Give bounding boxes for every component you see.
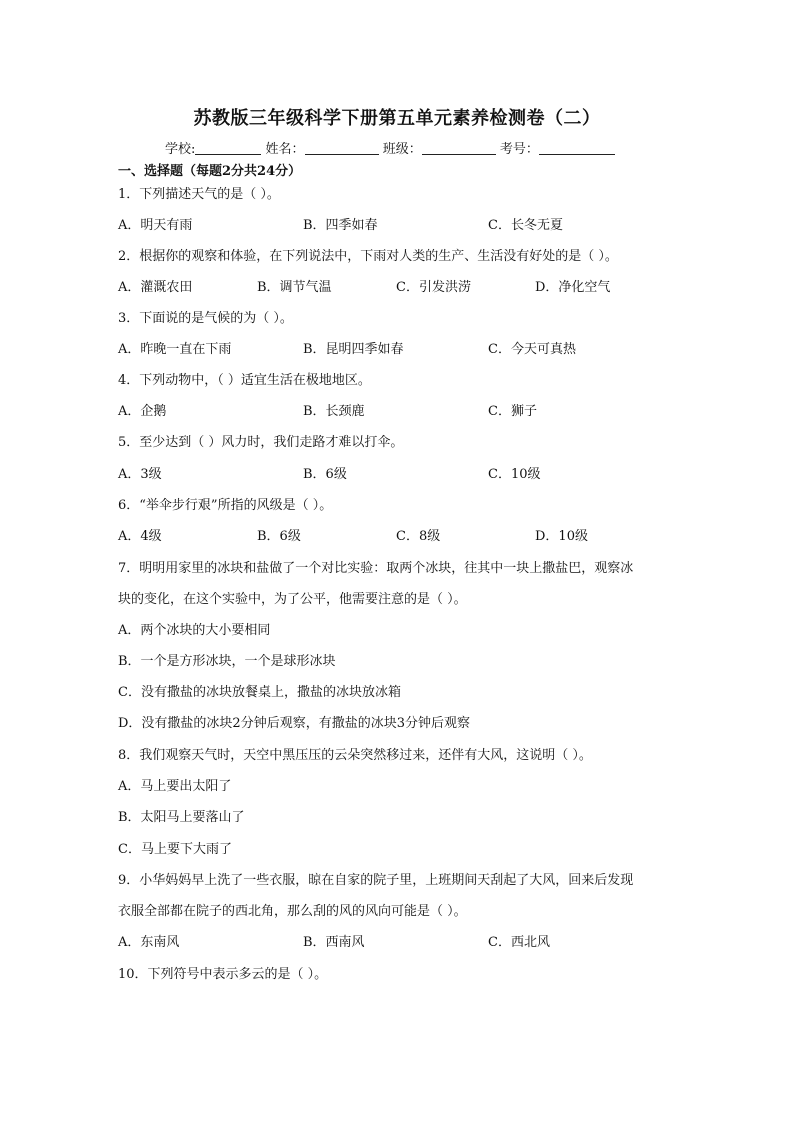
q6-option-d[interactable]: D．10级 — [535, 529, 588, 544]
section-heading: 一、选择题（每题2分共24分） — [118, 164, 302, 179]
q3-option-b[interactable]: B．昆明四季如春 — [303, 342, 404, 357]
q1-option-a[interactable]: A．明天有雨 — [118, 218, 193, 233]
question-7: 7．明明用家里的冰块和盐做了一个对比实验：取两个冰块，往其中一块上撒盐巴，观察冰 — [118, 561, 634, 576]
question-2: 2．根据你的观察和体验，在下列说法中，下雨对人类的生产、生活没有好处的是（ ）。 — [118, 249, 618, 264]
q7-option-c[interactable]: C．没有撒盐的冰块放餐桌上，撒盐的冰块放冰箱 — [118, 685, 401, 700]
question-9: 9．小华妈妈早上洗了一些衣服，晾在自家的院子里，上班期间天刮起了大风，回来后发现 — [118, 873, 634, 888]
name-blank[interactable] — [305, 141, 379, 155]
q8-option-a[interactable]: A．马上要出太阳了 — [118, 779, 232, 794]
q2-option-b[interactable]: B．调节气温 — [257, 280, 332, 295]
q2-option-a[interactable]: A．灌溉农田 — [118, 280, 193, 295]
q3-option-c[interactable]: C．今天可真热 — [488, 342, 576, 357]
q1-option-b[interactable]: B．四季如春 — [303, 218, 378, 233]
exam-no-blank[interactable] — [539, 141, 615, 155]
q5-option-b[interactable]: B．6级 — [303, 467, 347, 482]
q8-option-c[interactable]: C．马上要下大雨了 — [118, 842, 232, 857]
q6-option-a[interactable]: A．4级 — [118, 529, 162, 544]
q1-option-c[interactable]: C．长冬无夏 — [488, 218, 563, 233]
question-1: 1．下列描述天气的是（ ）。 — [118, 187, 280, 202]
q3-option-a[interactable]: A．昨晚一直在下雨 — [118, 342, 232, 357]
question-10: 10．下列符号中表示多云的是（ ）。 — [118, 967, 328, 982]
school-blank[interactable] — [195, 141, 261, 155]
q7-option-a[interactable]: A．两个冰块的大小要相同 — [118, 623, 271, 638]
student-info-line — [165, 138, 615, 157]
q5-option-a[interactable]: A．3级 — [118, 467, 162, 482]
class-label: 班级： — [382, 142, 422, 157]
q4-option-a[interactable]: A．企鹅 — [118, 404, 167, 419]
question-5: 5．至少达到（ ）风力时，我们走路才难以打伞。 — [118, 435, 404, 450]
question-7-cont: 块的变化，在这个实验中，为了公平，他需要注意的是（ ）。 — [118, 592, 467, 607]
exam-no-label: 考号： — [499, 142, 539, 157]
q4-option-c[interactable]: C．狮子 — [488, 404, 537, 419]
page-title: 苏教版三年级科学下册第五单元素养检测卷（二） — [193, 108, 601, 129]
name-label: 姓名： — [265, 142, 305, 157]
q4-option-b[interactable]: B．长颈鹿 — [303, 404, 365, 419]
q2-option-c[interactable]: C．引发洪涝 — [396, 280, 471, 295]
q9-option-a[interactable]: A．东南风 — [118, 935, 180, 950]
q9-option-c[interactable]: C．西北风 — [488, 935, 550, 950]
q6-option-c[interactable]: C．8级 — [396, 529, 441, 544]
q8-option-b[interactable]: B．太阳马上要落山了 — [118, 810, 245, 825]
school-label: 学校: — [165, 142, 196, 157]
q7-option-b[interactable]: B．一个是方形冰块，一个是球形冰块 — [118, 654, 336, 669]
q9-option-b[interactable]: B．西南风 — [303, 935, 365, 950]
question-4: 4．下列动物中，（ ）适宜生活在极地地区。 — [118, 373, 371, 388]
question-8: 8．我们观察天气时，天空中黑压压的云朵突然移过来，还伴有大风，这说明（ ）。 — [118, 748, 592, 763]
class-blank[interactable] — [422, 141, 496, 155]
question-6: 6．“举伞步行艰”所指的风级是（ ）。 — [118, 498, 333, 513]
question-9-cont: 衣服全部都在院子的西北角，那么刮的风的风向可能是（ ）。 — [118, 904, 467, 919]
q7-option-d[interactable]: D．没有撒盐的冰块2分钟后观察，有撒盐的冰块3分钟后观察 — [118, 716, 470, 731]
q6-option-b[interactable]: B．6级 — [257, 529, 301, 544]
q2-option-d[interactable]: D．净化空气 — [535, 280, 611, 295]
question-3: 3．下面说的是气候的为（ ）。 — [118, 311, 293, 326]
q5-option-c[interactable]: C．10级 — [488, 467, 541, 482]
